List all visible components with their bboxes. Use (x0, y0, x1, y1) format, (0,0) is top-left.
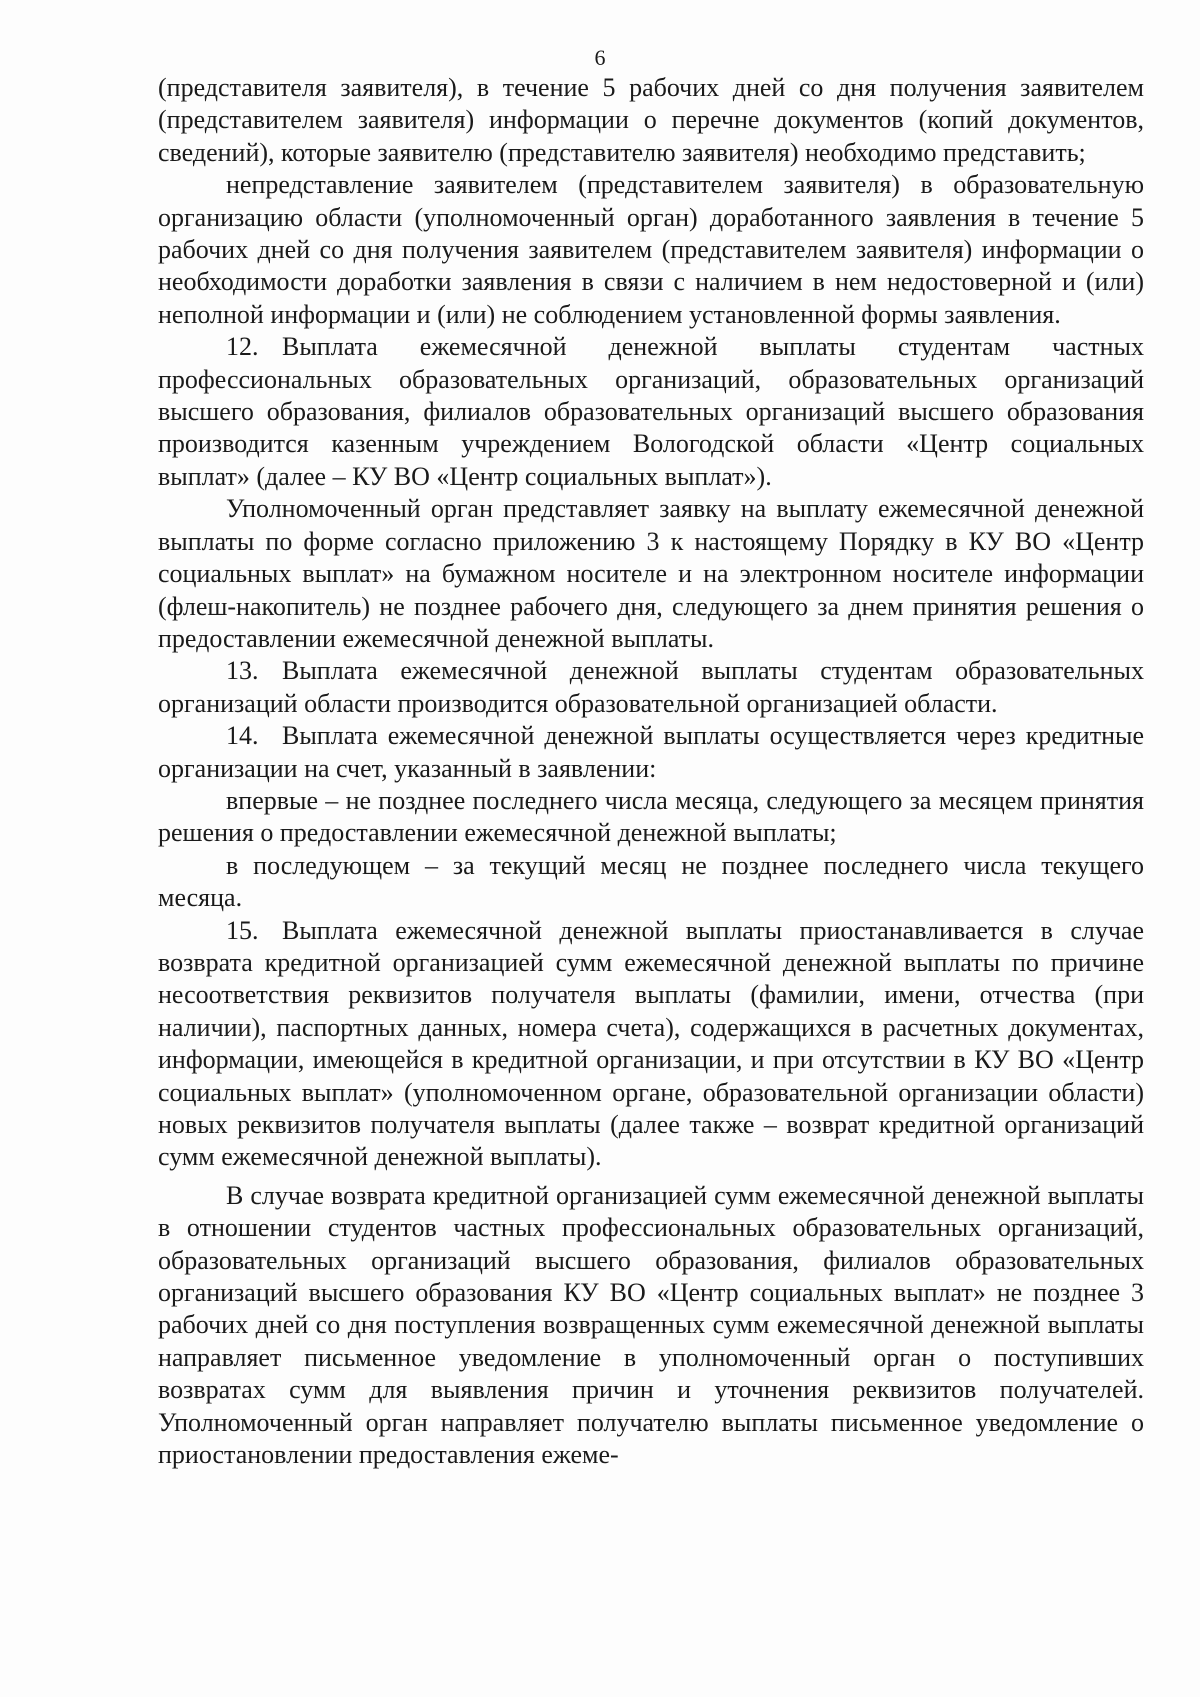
paragraph-first-time (158, 785, 1144, 850)
paragraph-number: 12. (226, 332, 259, 362)
paragraph-text: впервые – не позднее последнего числа месяца, следующего за месяцем принятия решения о предоставлении ежемесячной денежной выплаты; (158, 785, 1144, 848)
paragraph-text: Выплата ежемесячной денежной выплаты студентам образовательных организаций области производится образовательной организацией области. (158, 656, 1144, 718)
page-number: 6 (594, 45, 606, 70)
document-body (158, 72, 1144, 1471)
paragraph-subsequent (158, 850, 1144, 915)
paragraph-text: Выплата ежемесячной денежной выплаты приостанавливается в случае возврата кредитной организацией сумм ежемесячной денежной выплаты по причине несоответствия реквизитов получателя выплаты (фамилии, имени, отчества (при наличии), паспортных данных, номера счета), содержащихся в расчетных документах, информации, имеющейся в кредитной организации, и при отсутствии в КУ ВО «Центр социальных выплат» (уполномоченном органе, образовательной организации области) новых реквизитов получателя выплаты (далее также – возврат кредитной организаций сумм ежемесячной денежной выплаты). (158, 915, 1144, 1172)
paragraph-text: Выплата ежемесячной денежной выплаты студентам частных профессиональных образовательных организаций, образовательных организаций высшего образования, филиалов образовательных организаций высшего образования производится казенным учреждением Вологодской области «Центр социальных выплат» (далее – КУ ВО «Центр социальных выплат»). (158, 332, 1144, 491)
paragraph-text: Уполномоченный орган представляет заявку на выплату ежемесячной денежной выплаты по форме согласно приложению 3 к настоящему Порядку в КУ ВО «Центр социальных выплат» на бумажном носителе и на электронном носителе информации (флеш-накопитель) не позднее рабочего дня, следующего за днем принятия решения о предоставлении ежемесячной денежной выплаты. (158, 494, 1144, 653)
paragraph-number: 14. (226, 721, 259, 751)
paragraph-12 (158, 331, 1144, 493)
paragraph-authorized-body (158, 493, 1144, 655)
paragraph-text: В случае возврата кредитной организацией сумм ежемесячной денежной выплаты в отношении студентов частных профессиональных образовательных организаций, образовательных организаций высшего образования, филиалов образовательных организаций высшего образования КУ ВО «Центр социальных выплат» не позднее 3 рабочих дней со дня поступления возвращенных сумм ежемесячной денежной выплаты направляет письменное уведомление в уполномоченный орган о поступивших возвратах сумм для выявления причин и уточнения реквизитов получателей. Уполномоченный орган направляет получателю выплаты письменное уведомление о приостановлении предоставления ежеме- (158, 1180, 1144, 1470)
paragraph-text: в последующем – за текущий месяц не позднее последнего числа текущего месяца. (158, 850, 1144, 913)
paragraph-14 (158, 720, 1144, 785)
paragraph-text: Выплата ежемесячной денежной выплаты осуществляется через кредитные организации на счет, указанный в заявлении: (158, 721, 1144, 783)
paragraph-continuation (158, 72, 1144, 169)
paragraph-15 (158, 915, 1144, 1174)
paragraph-text: непредставление заявителем (представителем заявителя) в образовательную организацию области (уполномоченный орган) доработанного заявления в течение 5 рабочих дней со дня получения заявителем (представителем заявителя) информации о необходимости доработки заявления в связи с наличием в нем недостоверной и (или) неполной информации и (или) не соблюдением установленной формы заявления. (158, 170, 1144, 329)
paragraph-return-case (158, 1180, 1144, 1472)
paragraph-13 (158, 655, 1144, 720)
paragraph-number: 13. (226, 656, 259, 686)
paragraph-text: (представителя заявителя), в течение 5 рабочих дней со дня получения заявителем (представителем заявителя) информации о перечне документов (копий документов, сведений), которые заявителю (представителю заявителя) необходимо представить; (158, 73, 1144, 167)
paragraph-nonsubmission (158, 169, 1144, 331)
paragraph-number: 15. (226, 915, 259, 945)
